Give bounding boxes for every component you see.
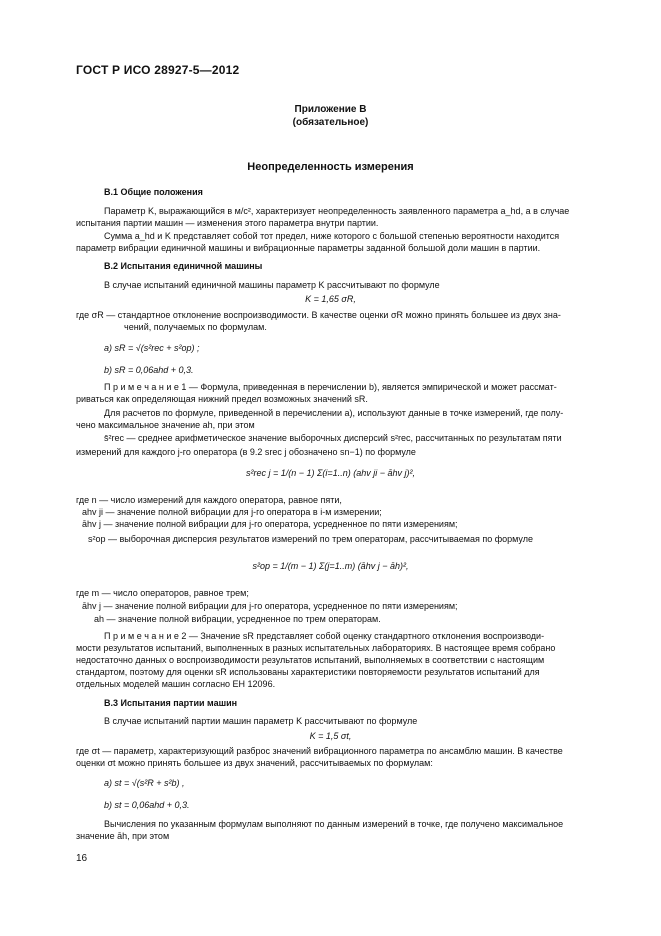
- annex-title: Приложение В: [294, 104, 367, 115]
- where-m: где m — число операторов, равное трем;: [76, 588, 249, 598]
- b3-last-line1: Вычисления по указанным формулам выполняют по данным измерений в точке, где получено максимальное: [104, 819, 564, 829]
- b3-formula-a: a) st = √(s²R + s²b) ,: [104, 778, 185, 788]
- b3-def-line1: где σt — параметр, характеризующий разброс значений вибрационного параметра по ансамблю машин. В качестве: [76, 746, 563, 756]
- b2-formula-sop: s²op = 1/(m − 1) Σ(j=1..m) (āhv j − āh)²,: [252, 561, 409, 571]
- b2-srec-line2: измерений для каждого j-го оператора (в 9.2 srec j обозначено sn−1) по формуле: [76, 447, 416, 457]
- b3-formula-k: K = 1,5 σt,: [309, 731, 352, 741]
- b2-srec-line1: s̄²rec — среднее арифметическое значение выборочных дисперсий s²rec, рассчитанных по результатам пяти: [104, 433, 562, 443]
- annex-status: (обязательное): [292, 117, 369, 128]
- note2-line1: П р и м е ч а н и е 2 — Значение sR представляет собой оценку стандартного отклонения воспроизводи-: [104, 631, 545, 641]
- b2-formula-k: K = 1,65 σR,: [305, 294, 356, 304]
- b2-calc-line2: чено максимальное значение ah, при этом: [76, 420, 255, 430]
- b3-last-line2: значение āh, при этом: [76, 831, 170, 841]
- note2-line3: недостаточно данных о воспроизводимости результатов испытаний, выполняемых в соответствии с настоящим: [76, 655, 545, 665]
- main-title: Неопределенность измерения: [247, 161, 414, 173]
- where-ahvj: āhv j — значение полной вибрации для j-го оператора, усредненное по пяти измерениям;: [82, 519, 458, 529]
- where-ahvj-2: āhv j — значение полной вибрации для j-го оператора, усредненное по пяти измерениям;: [82, 601, 458, 611]
- note1-line2: риваться как определяющая нижний предел возможных значений sR.: [76, 394, 368, 404]
- b1-p1-line2: испытания партии машин — изменения этого параметра внутри партии.: [76, 218, 379, 228]
- where-ah: ah — значение полной вибрации, усредненное по трем операторам.: [94, 614, 381, 624]
- where-sop: s²op — выборочная дисперсия результатов измерений по трем операторам, рассчитываемая по формуле: [88, 534, 533, 544]
- b1-p1-line1: Параметр K, выражающийся в м/с², характеризует неопределенность заявленного параметра a_hd, а в случае: [104, 206, 570, 216]
- b2-def-line1: где σR — стандартное отклонение воспроизводимости. В качестве оценки σR можно принять большее из двух зна-: [76, 310, 561, 320]
- note2-line4: стандартом, поэтому для оценки sR использованы характеристики повторяемости результатов испытаний для: [76, 667, 540, 677]
- note1-line1: П р и м е ч а н и е 1 — Формула, приведенная в перечислении b), является эмпирической и может рассмат-: [104, 382, 557, 392]
- where-ahvji: ahv ji — значение полной вибрации для j-го оператора в i-м измерении;: [82, 507, 382, 517]
- b3-def-line2: оценки σt можно принять большее из двух значений, рассчитываемых по формулам:: [76, 758, 433, 768]
- section-b2-heading: В.2 Испытания единичной машины: [104, 261, 263, 271]
- b2-formula-srec: s²rec j = 1/(n − 1) Σ(i=1..n) (ahv ji − āhv j)²,: [246, 468, 415, 478]
- b2-intro: В случае испытаний единичной машины параметр K рассчитывают по формуле: [104, 280, 440, 290]
- document-code: ГОСТ Р ИСО 28927-5—2012: [76, 63, 240, 77]
- page-number: 16: [76, 853, 88, 864]
- section-b3-heading: В.3 Испытания партии машин: [104, 698, 238, 708]
- b2-formula-b: b) sR = 0,06ahd + 0,3.: [104, 365, 194, 375]
- b1-p2-line1: Сумма a_hd и K представляет собой тот предел, ниже которого с большой степенью вероятности находится: [104, 231, 560, 241]
- note2-line2: мости результатов испытаний, выполненных в разных испытательных лабораториях. В настоящее время собрано: [76, 643, 556, 653]
- section-b1-heading: В.1 Общие положения: [104, 187, 203, 197]
- b2-calc-line1: Для расчетов по формуле, приведенной в перечислении а), используют данные в точке измерений, где полу-: [104, 408, 564, 418]
- note2-line5: отдельных моделей машин согласно ЕН 12096.: [76, 679, 276, 689]
- b2-formula-a: a) sR = √(s²rec + s²op) ;: [104, 343, 200, 353]
- b3-formula-b: b) st = 0,06ahd + 0,3.: [104, 800, 190, 810]
- b3-intro: В случае испытаний партии машин параметр K рассчитывают по формуле: [104, 716, 418, 726]
- where-n: где n — число измерений для каждого оператора, равное пяти,: [76, 495, 342, 505]
- b2-def-line2: чений, получаемых по формулам.: [124, 322, 267, 332]
- b1-p2-line2: параметр вибрации единичной машины и вибрационные параметры заданной большой доли машин в партии.: [76, 243, 541, 253]
